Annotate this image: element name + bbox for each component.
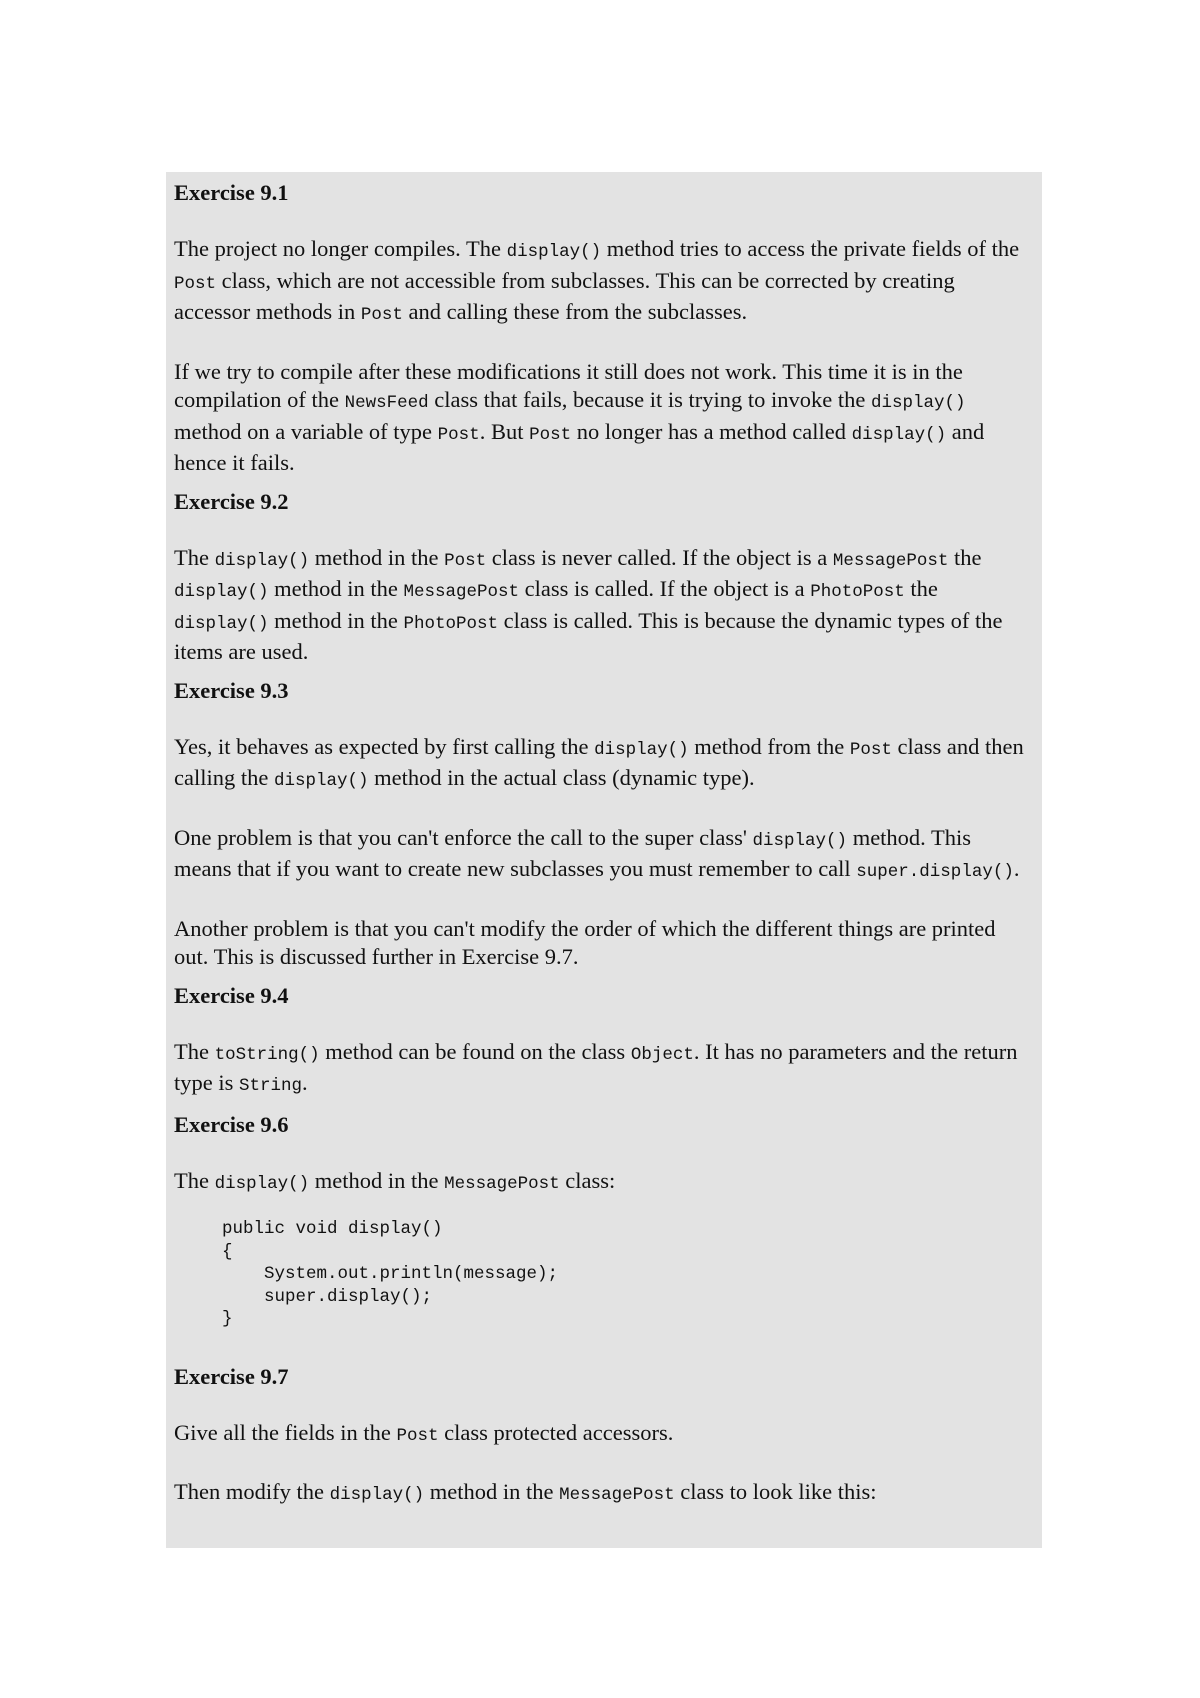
inline-code: display(): [329, 1485, 425, 1505]
inline-code: super.display(): [856, 862, 1014, 882]
exercise-paragraph: [174, 915, 1034, 972]
text-run: method in the: [268, 607, 404, 633]
inline-code: MessagePost: [832, 550, 949, 571]
text-run: method in the actual class (dynamic type).: [368, 765, 755, 790]
text-run: The: [174, 544, 215, 570]
text-run: . It has no parameters and the return type is: [174, 1038, 1018, 1095]
exercise-heading: Exercise 9.1: [174, 180, 289, 205]
inline-code: Post: [396, 1425, 439, 1446]
exercise-heading: Exercise 9.3: [174, 677, 289, 703]
inline-code: display(): [214, 550, 310, 571]
exercise-paragraph: [174, 824, 1034, 887]
exercise-paragraph: [174, 544, 1034, 667]
inline-code: Post: [849, 739, 892, 760]
exercise-9-3-section: [174, 677, 1034, 972]
text-run: class to look like this:: [674, 1479, 877, 1504]
text-run: and hence it fails.: [174, 418, 985, 475]
text-run: .: [1013, 856, 1020, 881]
exercise-paragraph: [174, 358, 1034, 478]
inline-code: display(): [851, 424, 947, 445]
exercise-9-7-section: [174, 1363, 1034, 1510]
exercise-paragraph: [174, 1419, 1034, 1451]
exercise-9-2-section: [174, 488, 1034, 667]
exercise-9-4-section: [174, 982, 1034, 1101]
inline-code: Post: [529, 424, 572, 445]
text-run: method tries to access the private fields of the: [601, 236, 1020, 261]
inline-code: PhotoPost: [403, 613, 499, 634]
text-run: Another problem is that you can't modify the order of which the different things are printed out. This is discussed further in Exercise 9.7.: [174, 915, 996, 969]
text-run: method on a variable of type: [174, 418, 438, 444]
inline-code: PhotoPost: [810, 582, 905, 602]
exercise-paragraph: [174, 1038, 1034, 1101]
text-run: class is called. This is because the dynamic types of the items are used.: [174, 607, 1003, 664]
text-run: class:: [559, 1167, 616, 1193]
inline-code: display(): [506, 242, 602, 262]
inline-code: display(): [871, 393, 966, 413]
inline-code: display(): [214, 1173, 310, 1194]
text-run: class, which are not accessible from subclasses. This can be corrected by creating accessor methods in: [174, 267, 955, 324]
text-run: . But: [479, 418, 530, 444]
inline-code: Object: [630, 1044, 694, 1065]
inline-code: MessagePost: [403, 582, 520, 602]
exercise-paragraph: [174, 1167, 1034, 1199]
inline-code: display(): [594, 739, 689, 760]
exercise-paragraph: [174, 733, 1034, 796]
exercise-answers-panel: [166, 172, 1042, 1548]
text-run: One problem is that you can't enforce the call to the super class': [174, 824, 753, 850]
text-run: class is called. If the object is a: [519, 576, 811, 601]
text-run: method in the: [309, 544, 445, 570]
text-run: Yes, it behaves as expected by first calling the: [174, 733, 595, 759]
text-run: method can be found on the class: [319, 1038, 631, 1064]
text-run: method. This means that if you want to create new subclasses you must remember to call: [174, 824, 972, 881]
inline-code: display(): [174, 582, 269, 602]
text-run: class that fails, because it is trying to invoke the: [428, 387, 872, 412]
inline-code: display(): [752, 830, 848, 851]
exercise-paragraph: [174, 1478, 1034, 1510]
text-run: The: [174, 1167, 215, 1193]
text-run: the: [904, 576, 938, 601]
inline-code: display(): [273, 771, 369, 791]
exercise-paragraph: [174, 235, 1034, 330]
inline-code: Post: [360, 305, 403, 325]
inline-code: toString(): [214, 1044, 320, 1065]
inline-code: Post: [174, 273, 217, 294]
text-run: The: [174, 1038, 215, 1064]
text-run: The project no longer compiles. The: [174, 236, 507, 261]
text-run: and calling these from the subclasses.: [402, 299, 748, 324]
exercise-heading: Exercise 9.4: [174, 982, 289, 1008]
inline-code: Post: [444, 550, 487, 571]
inline-code: display(): [174, 613, 269, 634]
inline-code: Post: [437, 424, 480, 445]
inline-code: MessagePost: [559, 1485, 675, 1505]
text-run: If we try to compile after these modifications it still does not work. This time it is in the compilation of the: [174, 358, 963, 412]
text-run: .: [302, 1070, 308, 1095]
text-run: method from the: [688, 733, 850, 759]
exercise-heading: Exercise 9.7: [174, 1363, 289, 1389]
text-run: method in the: [268, 576, 404, 601]
inline-code: NewsFeed: [344, 393, 429, 413]
exercise-9-6-section: [174, 1111, 1034, 1363]
text-run: no longer has a method called: [571, 418, 852, 444]
text-run: method in the: [309, 1167, 445, 1193]
text-run: method in the: [424, 1479, 560, 1504]
text-run: Then modify the: [174, 1479, 330, 1504]
exercise-heading: Exercise 9.2: [174, 488, 289, 514]
text-run: the: [948, 544, 982, 570]
text-run: class protected accessors.: [438, 1419, 674, 1445]
inline-code: String: [239, 1076, 303, 1096]
inline-code: MessagePost: [444, 1173, 560, 1194]
text-run: class is never called. If the object is a: [486, 544, 833, 570]
exercise-heading: Exercise 9.6: [174, 1111, 289, 1137]
code-snippet: public void display() { System.out.println(message); super.display(); }: [222, 1219, 559, 1329]
text-run: Give all the fields in the: [174, 1419, 397, 1445]
text-run: class and then calling the: [174, 733, 1024, 790]
exercise-9-1-section: [174, 179, 1034, 478]
